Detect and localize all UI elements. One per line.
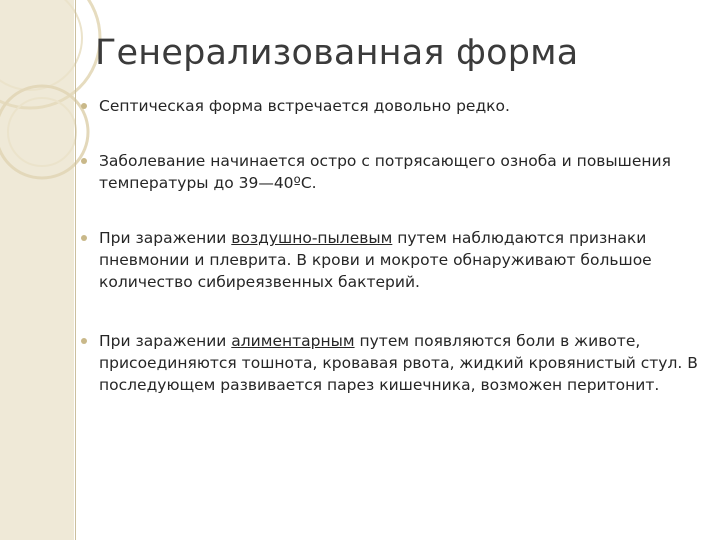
bullet-text: При заражении [99,229,232,247]
slide-title: Генерализованная форма [95,33,579,73]
bullet-item-3 [80,227,712,293]
bullet-underlined-term: воздушно-пылевым [231,229,393,247]
bullet-text: Заболевание начинается остро с потрясающего озноба и повышения температуры до 39—40ºC. [99,152,671,192]
bullet-list [80,95,712,396]
bullet-text: Септическая форма встречается довольно редко. [99,97,510,115]
bullet-item-4 [80,330,712,396]
bullet-marker [81,235,87,241]
bullet-text: При заражении [99,332,232,350]
sidebar-divider [75,0,76,540]
deco-ring-inner [0,0,82,90]
bullet-underlined-term: алиментарным [231,332,355,350]
bullet-marker [81,103,87,109]
deco-ring-outer [0,0,100,108]
bullet-text: путем появляются боли в животе, присоединяются тошнота, кровавая рвота, жидкий кровянистый стул. В последующем развивается парез кишечника, возможен перитонит. [99,332,698,394]
bullet-marker [81,338,87,344]
bullet-item-2 [80,150,712,194]
bullet-item-1 [80,95,712,117]
bullet-text: путем наблюдаются признаки пневмонии и плеврита. В крови и мокроте обнаруживают большое количество сибиреязвенных бактерий. [99,229,652,291]
bullet-marker [81,158,87,164]
